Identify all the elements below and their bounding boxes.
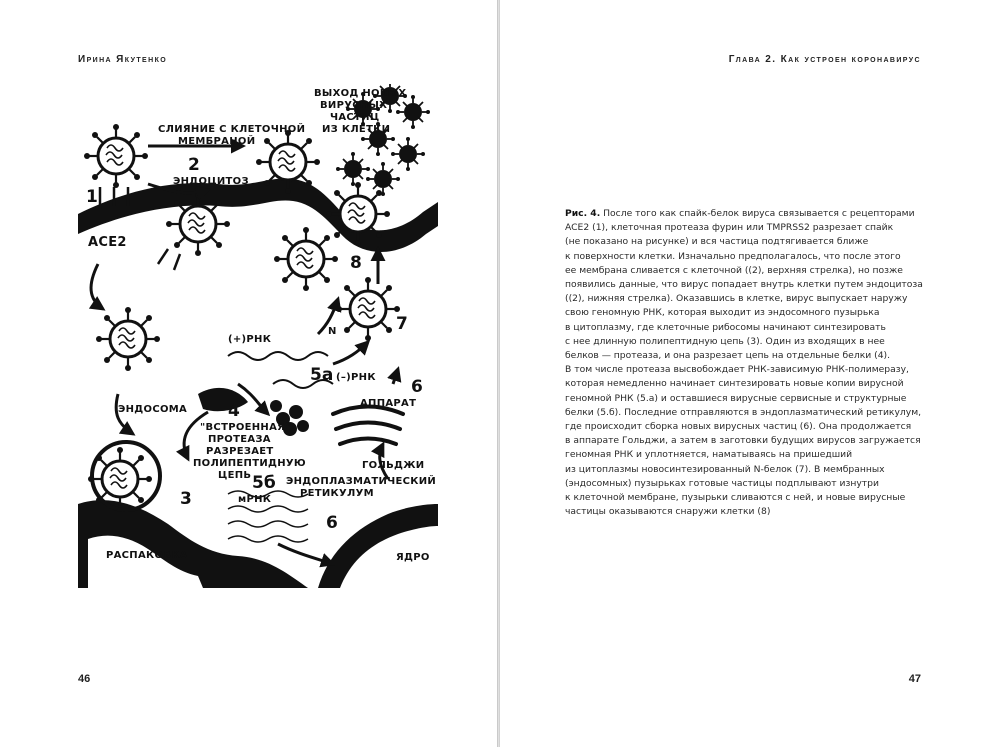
- label-protease-line4: ПОЛИПЕПТИДНУЮ: [193, 458, 306, 469]
- label-plus-rna: (+)РНК: [228, 334, 272, 345]
- step-number-6-bottom: 6: [326, 513, 338, 533]
- caption-line: появились данные, что вирус попадает внутрь клетки путем эндоцитоза: [565, 279, 923, 291]
- label-er-line2: РЕТИКУЛУМ: [300, 488, 374, 499]
- caption-line: В том числе протеаза высвобождает РНК-зависимую РНК-полимеразу,: [565, 364, 909, 376]
- caption-line: (не показано на рисунке) и вся частица подтягивается ближе: [565, 236, 869, 248]
- caption-line: в цитоплазму, где клеточные рибосомы начинают синтезировать: [565, 321, 886, 333]
- running-head-author: Ирина Якутенко: [78, 54, 168, 65]
- figure-caption: [565, 207, 923, 519]
- page-number-left: 46: [78, 673, 91, 685]
- label-exit-line3: ЧАСТИЦ: [330, 112, 380, 123]
- caption-line: где происходит сборка новых вирусных частиц (6). Она продолжается: [565, 421, 912, 433]
- label-endosome: ЭНДОСОМА: [118, 404, 188, 415]
- label-fusion-line2: МЕМБРАНОЙ: [178, 136, 256, 147]
- label-nucleus: ЯДРО: [396, 552, 430, 563]
- label-minus-rna: (–)РНК: [336, 372, 376, 383]
- label-golgi-line2: ГОЛЬДЖИ: [362, 460, 425, 471]
- coronavirus-lifecycle-illustration: [78, 84, 438, 588]
- label-exit-line4: ИЗ КЛЕТКИ: [322, 124, 391, 135]
- label-protease-line1: "ВСТРОЕННАЯ": [200, 422, 291, 433]
- label-ace2: ACE2: [88, 235, 127, 250]
- left-page: [0, 0, 497, 747]
- caption-line: в аппарате Гольджи, а затем в заготовки будущих вирусов загружается: [565, 435, 921, 447]
- caption-line: [565, 207, 923, 221]
- step-number-6-top: 6: [411, 377, 423, 397]
- label-n-protein: N: [328, 326, 337, 337]
- label-exit-line2: ВИРУСНЫХ: [320, 100, 388, 111]
- label-protease-line3: РАЗРЕЗАЕТ: [206, 446, 274, 457]
- label-protease-line5: ЦЕПЬ: [218, 470, 252, 481]
- caption-line-text: После того как спайк-белок вируса связывается с рецепторами: [603, 208, 915, 219]
- illustration-canvas: [78, 84, 438, 588]
- step-number-3: 3: [180, 489, 192, 509]
- caption-line: ее мембрана сливается с клеточной ((2), верхняя стрелка), но позже: [565, 264, 903, 276]
- step-number-5b: 5б: [252, 473, 276, 493]
- caption-line: геномной РНК (5.а) и оставшиеся вирусные сервисные и структурные: [565, 392, 907, 404]
- label-unpacking: РАСПАКОВКА: [106, 550, 188, 561]
- step-number-7: 7: [396, 314, 408, 334]
- step-number-4: 4: [228, 401, 240, 421]
- label-er-line1: ЭНДОПЛАЗМАТИЧЕСКИЙ: [286, 476, 437, 487]
- caption-line: частицы оказываются снаружи клетки (8): [565, 506, 771, 518]
- label-endocytosis: ЭНДОЦИТОЗ: [173, 176, 249, 187]
- label-exit-line1: ВЫХОД НОВЫХ: [314, 88, 407, 99]
- label-mrna: мРНК: [238, 494, 272, 505]
- caption-line: белков — протеаза, и она разрезает цепь на отдельные белки (4).: [565, 350, 891, 362]
- label-golgi-line1: АППАРАТ: [360, 398, 417, 409]
- step-number-5a: 5а: [310, 365, 334, 385]
- caption-line: ((2), нижняя стрелка). Оказавшись в клетке, вирус выпускает наружу: [565, 293, 908, 305]
- step-number-2: 2: [188, 155, 200, 175]
- caption-line: геномная РНК и уплотняется, наматываясь на пришедший: [565, 449, 853, 461]
- step-number-1: 1: [86, 187, 98, 207]
- caption-line: с нее длинную полипептидную цепь (3). Один из входящих в нее: [565, 335, 885, 347]
- caption-line: свою геномную РНК, которая выходит из эндосомного пузырька: [565, 307, 880, 319]
- caption-line: к поверхности клетки. Изначально предполагалось, что после этого: [565, 250, 901, 262]
- caption-line: из цитоплазмы новосинтезированный N-белок (7). В мембранных: [565, 463, 885, 475]
- caption-line: ACE2 (1), клеточная протеаза фурин или TMPRSS2 разрезает спайк: [565, 222, 894, 234]
- label-protease-line2: ПРОТЕАЗА: [208, 434, 271, 445]
- label-fusion-line1: СЛИЯНИЕ С КЛЕТОЧНОЙ: [158, 124, 306, 135]
- caption-line: белки (5.б). Последние отправляются в эндоплазматический ретикулум,: [565, 406, 922, 418]
- caption-line: (эндосомных) пузырьках готовые частицы подплывают изнутри: [565, 477, 879, 489]
- running-head-chapter: Глава 2. Как устроен коронавирус: [728, 54, 921, 65]
- caption-line: которая немедленно начинает синтезировать новые копии вирусной: [565, 378, 904, 390]
- step-number-8: 8: [350, 253, 362, 273]
- caption-line: к клеточной мембране, пузырьки сливаются с ней, и новые вирусные: [565, 492, 906, 504]
- page-number-right: 47: [908, 673, 921, 685]
- caption-label: Рис. 4.: [565, 208, 601, 219]
